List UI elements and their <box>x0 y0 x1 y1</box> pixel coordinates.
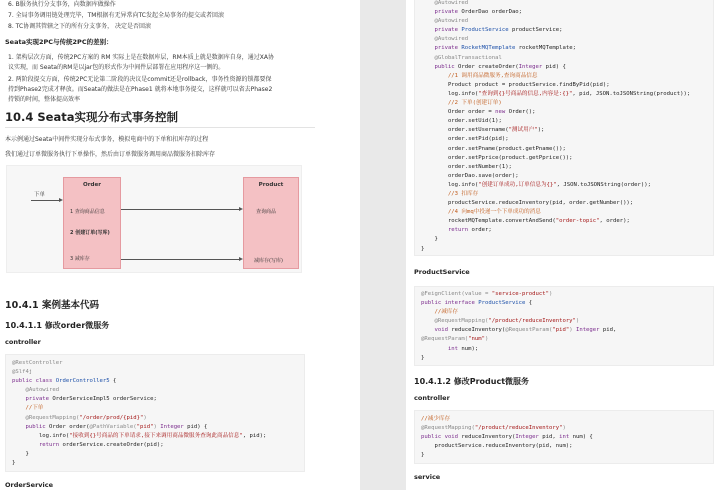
case-title: 10.4.1 案例基本代码 <box>5 300 99 311</box>
code-token: Integer <box>515 434 543 441</box>
code-token: log.info( <box>12 432 70 439</box>
code-line <box>421 154 707 163</box>
order-sub-title: 10.4.1.1 修改order微服务 <box>5 321 110 330</box>
code-line <box>421 163 707 172</box>
code-token: Integer <box>575 327 603 334</box>
code-line <box>421 17 707 26</box>
code-token: OrderController5 <box>55 378 110 385</box>
code-line <box>421 35 707 44</box>
code-token: //减少库存 <box>421 416 451 422</box>
code-token: @Slf4j <box>12 369 33 376</box>
code-token: //2 下单(创建订单) <box>421 100 502 107</box>
product-sub-title: 10.4.1.2 修改Product微服务 <box>414 377 530 386</box>
right-page <box>406 0 720 490</box>
product-box-title: Product <box>258 182 284 188</box>
code-token: @Autowired <box>421 36 469 43</box>
code-line <box>421 299 707 308</box>
code-token: "order-topic" <box>555 218 600 225</box>
code-token: @RequestMapping( <box>421 425 475 432</box>
order-service-code-block <box>414 0 714 256</box>
intro-text-2: 我们通过订单微服务执行下单操作，然后由订单微服务调用商品微服务扣除库存 <box>5 151 216 158</box>
code-token: order.setUid(1); <box>421 118 502 125</box>
code-token: "/product/reduceInventory" <box>488 318 576 325</box>
code-token: public <box>421 63 459 70</box>
code-token: order; <box>471 227 492 234</box>
reduce-arrow <box>121 259 239 260</box>
code-line <box>12 459 298 468</box>
order-controller-code-block <box>5 354 305 472</box>
code-token: @GlobalTransactional <box>421 54 502 61</box>
code-token: Order order( <box>49 423 90 430</box>
code-token: int <box>559 434 573 441</box>
code-token: "创建订单成功,订单信息为{}" <box>478 181 557 188</box>
query-arrow <box>121 209 239 210</box>
code-line <box>421 190 707 199</box>
code-token: @RequestMapping( <box>12 414 80 421</box>
code-line <box>421 354 707 363</box>
code-token: pid, <box>602 327 617 334</box>
code-token: ) <box>549 291 553 297</box>
code-line <box>421 335 707 344</box>
code-token: "pid" <box>552 327 570 334</box>
code-line <box>12 404 298 413</box>
code-token: private <box>421 45 462 52</box>
code-token: ) <box>143 414 147 421</box>
code-token: } <box>12 450 29 457</box>
code-token: @Autowired <box>12 387 60 394</box>
code-token: order.setPid(pid); <box>421 136 509 143</box>
code-token: "/product/reduceInventory" <box>474 425 563 432</box>
code-line <box>421 433 707 442</box>
code-token: @RestController <box>12 360 63 366</box>
code-line <box>421 317 707 326</box>
code-token: pid, <box>542 434 560 441</box>
code-line <box>12 368 298 377</box>
code-token: public class <box>12 378 56 385</box>
divider <box>5 127 315 128</box>
code-line <box>12 395 298 404</box>
code-token: } <box>421 452 425 459</box>
code-line <box>421 308 707 317</box>
code-token: OrderServiceImpl5 orderService; <box>52 396 157 403</box>
code-token: "接收到{}号商品的下单请求,接下来调用商品微服务查询此商品信息" <box>69 432 243 439</box>
code-line <box>421 99 707 108</box>
code-token: public <box>12 423 50 430</box>
code-line <box>12 432 298 441</box>
code-token: Order order = <box>421 109 496 116</box>
code-token: reduceInventory( <box>451 327 506 334</box>
order-box-title: Order <box>82 182 102 188</box>
code-line <box>421 135 707 144</box>
code-line <box>421 345 707 354</box>
code-token: new <box>495 109 509 116</box>
order-service-box <box>63 177 121 269</box>
code-token: ) <box>569 327 576 334</box>
code-line <box>12 423 298 432</box>
order-step-3: 3 减库存 <box>70 256 90 262</box>
code-token: //下单 <box>12 405 44 412</box>
code-line <box>421 26 707 35</box>
service-label: service <box>414 473 441 481</box>
code-token: Product product = productService.findByPid(pid); <box>421 81 610 88</box>
code-token: "查询到{}号商品的信息,内容是:{}" <box>478 90 573 97</box>
code-line <box>421 181 707 190</box>
code-token: public void <box>421 434 462 441</box>
code-token: } <box>12 460 16 467</box>
code-token: } <box>421 354 425 361</box>
code-token: RocketMQTemplate <box>461 45 519 52</box>
order-step-1: 1 查询商品信息 <box>70 209 105 215</box>
code-token: @Autowired <box>421 18 469 25</box>
code-token: Order createOrder( <box>458 63 519 70</box>
code-token: "num" <box>468 336 485 343</box>
code-token: private <box>421 27 462 34</box>
code-token: reduceInventory( <box>461 434 516 441</box>
code-token: int <box>421 345 462 352</box>
code-token: order.setUsername( <box>421 127 509 134</box>
code-token: order.setPname(product.getPname()); <box>421 145 566 152</box>
bullet-8: 8. TC协调其管辖之下的所有分支事务， 决定是否回滚 <box>8 23 152 30</box>
code-line <box>421 90 707 99</box>
code-token: "/order/prod/{pid}" <box>79 414 144 421</box>
architecture-diagram <box>6 165 302 273</box>
product-step-query: 查询商品 <box>256 209 277 215</box>
code-token: { <box>528 300 533 307</box>
product-service-code-block <box>414 286 714 366</box>
code-line <box>421 63 707 72</box>
code-line <box>421 415 707 424</box>
diff-item-1-line-1: 1. 架构层次方面，传统2PC方案的 RM 实际上是在数据库层，RM本质上就是数据库自身，通过XA协 <box>8 54 274 61</box>
code-line <box>421 208 707 217</box>
code-token: , order); <box>599 218 630 225</box>
code-token: Order(); <box>508 109 536 116</box>
code-token: OrderDao orderDao; <box>461 9 523 16</box>
product-controller-code-block <box>414 410 714 464</box>
code-token: Integer <box>518 63 546 70</box>
code-token: @RequestMapping( <box>421 318 489 325</box>
order-request-label: 下单 <box>34 192 46 198</box>
code-token: , pid); <box>242 432 267 439</box>
code-token: rocketMQTemplate; <box>518 45 576 52</box>
diff-item-2-line-2: 持到Phase2完成才释放。而Seata的做法是在Phase1 就将本地事务提交，这样就可以省去Phase2 <box>8 86 273 93</box>
code-token: //减库存 <box>421 309 458 316</box>
code-token: Integer <box>160 423 188 430</box>
code-token: void <box>421 327 452 334</box>
code-token: pid) { <box>545 63 566 70</box>
code-token: ) <box>153 423 161 430</box>
bullet-6: 6. B服务执行分支事务，向数据库做操作 <box>8 1 116 8</box>
code-token: , pid, JSON.toJSONString(product)); <box>572 90 691 97</box>
code-token: public interface <box>421 300 479 307</box>
code-token: rocketMQTemplate.convertAndSend( <box>421 218 556 225</box>
code-line <box>421 442 707 451</box>
code-line <box>421 199 707 208</box>
code-token: @Autowired <box>421 0 469 6</box>
product-service-label: ProductService <box>414 268 470 276</box>
code-line <box>421 145 707 154</box>
controller-label: controller <box>5 338 41 346</box>
diff-item-2-line-3: 持锁的时间，整体提高效率 <box>8 96 81 103</box>
code-token: ProductService <box>461 27 512 34</box>
product-controller-label: controller <box>414 394 450 402</box>
diff-item-1-line-2: 议实现，而 Seata的RM是以jar包的形式作为中间件层部署在应用程序这一侧的。 <box>8 64 225 71</box>
code-line <box>12 414 298 423</box>
code-token: log.info( <box>421 181 479 188</box>
code-token: @RequestParam( <box>505 327 553 334</box>
order-step-2: 2 创建订单(写库) <box>70 230 110 236</box>
code-line <box>421 117 707 126</box>
code-token: return <box>421 227 472 234</box>
code-token: ) <box>575 318 580 325</box>
product-service-box <box>243 177 299 269</box>
code-token: ) <box>485 336 489 343</box>
code-line <box>12 377 298 386</box>
code-token: } <box>421 236 438 243</box>
request-arrow <box>31 200 59 201</box>
code-token: ); <box>537 127 545 134</box>
code-token: "测试用户" <box>508 127 538 134</box>
code-line <box>421 72 707 81</box>
code-line <box>421 451 707 460</box>
code-line <box>421 126 707 135</box>
code-token: orderDao.save(order); <box>421 172 519 179</box>
code-token: order.setNumber(1); <box>421 163 512 170</box>
code-line <box>421 290 707 299</box>
code-line <box>421 108 707 117</box>
code-line <box>12 441 298 450</box>
code-line <box>421 81 707 90</box>
code-line <box>421 0 707 8</box>
code-token: //1 调用商品微服务,查询商品信息 <box>421 72 538 79</box>
code-token: { <box>109 378 117 385</box>
code-line <box>421 226 707 235</box>
code-token: "service-product" <box>491 291 549 297</box>
order-service-label: OrderService <box>5 481 54 489</box>
code-line <box>421 44 707 53</box>
code-line <box>12 386 298 395</box>
code-token: @PathVariable( <box>89 423 137 430</box>
diff-title: Seata实现2PC与传统2PC的差别： <box>5 38 113 46</box>
code-line <box>421 172 707 181</box>
code-token: ) <box>562 425 566 432</box>
code-line <box>421 54 707 63</box>
code-line <box>12 450 298 459</box>
code-line <box>421 326 707 335</box>
diff-item-2-line-1: 2. 两阶段提交方面，传统2PC无论第二阶段的决议是commit还是rollback，事务性资源的锁都要保 <box>8 76 272 83</box>
code-line <box>421 424 707 433</box>
code-line <box>12 359 298 368</box>
code-token: private <box>12 396 53 403</box>
section-title: 10.4 Seata实现分布式事务控制 <box>5 110 178 124</box>
code-token: num) { <box>572 434 593 441</box>
code-token: "pid" <box>136 423 154 430</box>
code-line <box>421 8 707 17</box>
code-token: @RequestParam( <box>421 336 469 343</box>
code-token: ProductService <box>478 300 529 307</box>
code-token: productService.reduceInventory(pid, order.getNumber()); <box>421 200 634 207</box>
code-token: productService.reduceInventory(pid, num); <box>421 443 573 450</box>
code-line <box>421 245 707 254</box>
code-token: orderService.createOrder(pid); <box>62 441 164 448</box>
code-token: log.info( <box>421 90 479 97</box>
code-token: , JSON.toJSONString(order)); <box>556 181 651 188</box>
code-line <box>421 217 707 226</box>
product-step-reduce: 减库存(写库) <box>254 258 283 264</box>
code-token: order.setPprice(product.getPprice()); <box>421 154 573 161</box>
code-token: return <box>12 441 63 448</box>
code-token: //3 扣库存 <box>421 190 479 197</box>
intro-text-1: 本示例通过Seata中间件实现分布式事务，模拟电商中的下单和扣库存的过程 <box>5 136 209 143</box>
code-token: private <box>421 9 462 16</box>
code-token: //4 向mq中投递一个下单成功的消息 <box>421 209 541 216</box>
code-token: productService; <box>511 27 563 34</box>
code-token: num); <box>461 345 479 352</box>
code-token: } <box>421 245 425 252</box>
code-token: @FeignClient(value = <box>421 291 492 297</box>
code-line <box>421 235 707 244</box>
bullet-7: 7. 全局事务调用链处理完毕，TM根据有无异常向TC发起全局事务的提交或者回滚 <box>8 12 224 19</box>
code-token: pid) { <box>187 423 208 430</box>
